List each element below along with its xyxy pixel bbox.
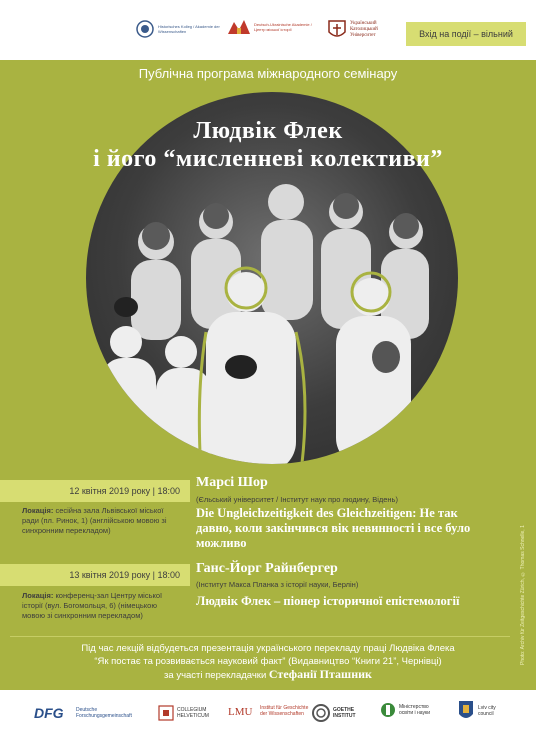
academy-logo-text: Historisches Kolleg / Akademie der Wissenschaften: [158, 24, 220, 34]
partner-lviv: [458, 700, 512, 722]
event-1-location-label: Локація:: [22, 506, 54, 515]
title-line-2: і його “мисленневі колективи”: [93, 146, 443, 172]
event-1-date: 12 квітня 2019 року | 18:00: [0, 480, 190, 502]
note-prefix: за участі перекладачки: [164, 670, 267, 681]
goethe-icon: [312, 704, 330, 722]
event-1-location-text: сесійна зала Львівської міської ради (пл. Ринок, 1): [22, 506, 164, 525]
notes-divider: [10, 636, 510, 637]
partner-collegium-text: COLLEGIUM HELVETICUM: [177, 707, 209, 719]
event-2-location-text: конференц-зал Центру міської історії (вул. Богомольця, 6): [22, 591, 163, 610]
city-history-logo-text: Deutsch-Ukrainische Akademie / Центр міської історії: [254, 22, 312, 32]
event-1-institution: (Єльський університет / Інститут наук про людину, Відень): [196, 495, 398, 504]
partner-lviv-text: Lviv city council: [478, 705, 496, 717]
note-line-1: Під час лекцій відбудеться презентація українського перекладу праці Людвіка Флека: [81, 643, 455, 654]
free-entry-badge: Вхід на події – вільний: [406, 22, 526, 46]
dfg-logo-icon: [34, 704, 72, 722]
translator-name: Стефанії Пташник: [268, 667, 372, 681]
partner-dfg: [34, 704, 146, 722]
note-line-3: [0, 668, 536, 682]
partners-bar: [0, 690, 536, 746]
academy-seal-icon: [136, 20, 154, 38]
event-1-speaker: Марсі Шор: [196, 475, 268, 490]
lviv-coat-icon: [458, 700, 474, 722]
partner-lmu: [228, 704, 310, 718]
partner-lmu-text: Institut für Geschichte der Wissenschaften: [260, 705, 309, 717]
ucu-logo: [328, 20, 398, 40]
photo-credit: Photo: Archiv für Zeitgeschichte Zürich, © Thomas Schnelle, 1: [520, 525, 526, 665]
partner-ministry: [380, 702, 443, 718]
event-1-lecture: Die Ungleichzeitigkeit des Gleichzeitigen: Не так давно, коли закінчився вік невинності і все було можливо: [196, 506, 471, 550]
title-line-1: Людвік Флек: [193, 118, 343, 144]
event-2-institution: (Інститут Макса Планка з історії науки, Берлін): [196, 580, 359, 589]
program-subtitle: Публічна програма міжнародного семінару: [138, 66, 398, 81]
ucu-shield-icon: [328, 20, 346, 40]
ucu-logo-text: Український Католицький Університет: [350, 21, 378, 38]
collegium-icon: [158, 704, 174, 722]
partner-collegium: [158, 704, 217, 722]
event-1-location: [22, 506, 182, 536]
event-2-lecture: Людвік Флек – піонер історичної епістемології: [196, 594, 460, 608]
partner-goethe-text: GOETHE INSTITUT: [333, 707, 356, 719]
academy-logo: [136, 20, 222, 38]
partner-dfg-text: Deutsche Forschungsgemeinschaft: [76, 707, 132, 719]
lmu-icon: [228, 704, 258, 718]
note-line-2: “Як постає та розвивається науковий факт” (Видавництво “Книги 21”, Чернівці): [94, 656, 442, 667]
city-history-logo: [228, 20, 318, 34]
event-2-language: (німецькою мовою зі синхронним перекладом): [22, 601, 157, 620]
svg-text:LMU: LMU: [228, 706, 253, 718]
event-1-language: (англійською мовою зі синхронним перекладом): [22, 516, 167, 535]
ministry-icon: [380, 702, 396, 718]
header-bar: [0, 0, 536, 60]
event-2-speaker: Ганс-Йорг Райнбергер: [196, 561, 338, 576]
event-2-location: [22, 591, 182, 621]
partner-ministry-text: Міністерство освіти і науки: [399, 704, 430, 716]
event-2-date: 13 квітня 2019 року | 18:00: [0, 564, 190, 586]
event-2-location-label: Локація:: [22, 591, 54, 600]
svg-text:DFG: DFG: [34, 705, 64, 721]
partner-goethe: [312, 704, 363, 722]
city-history-center-icon: [228, 20, 250, 34]
